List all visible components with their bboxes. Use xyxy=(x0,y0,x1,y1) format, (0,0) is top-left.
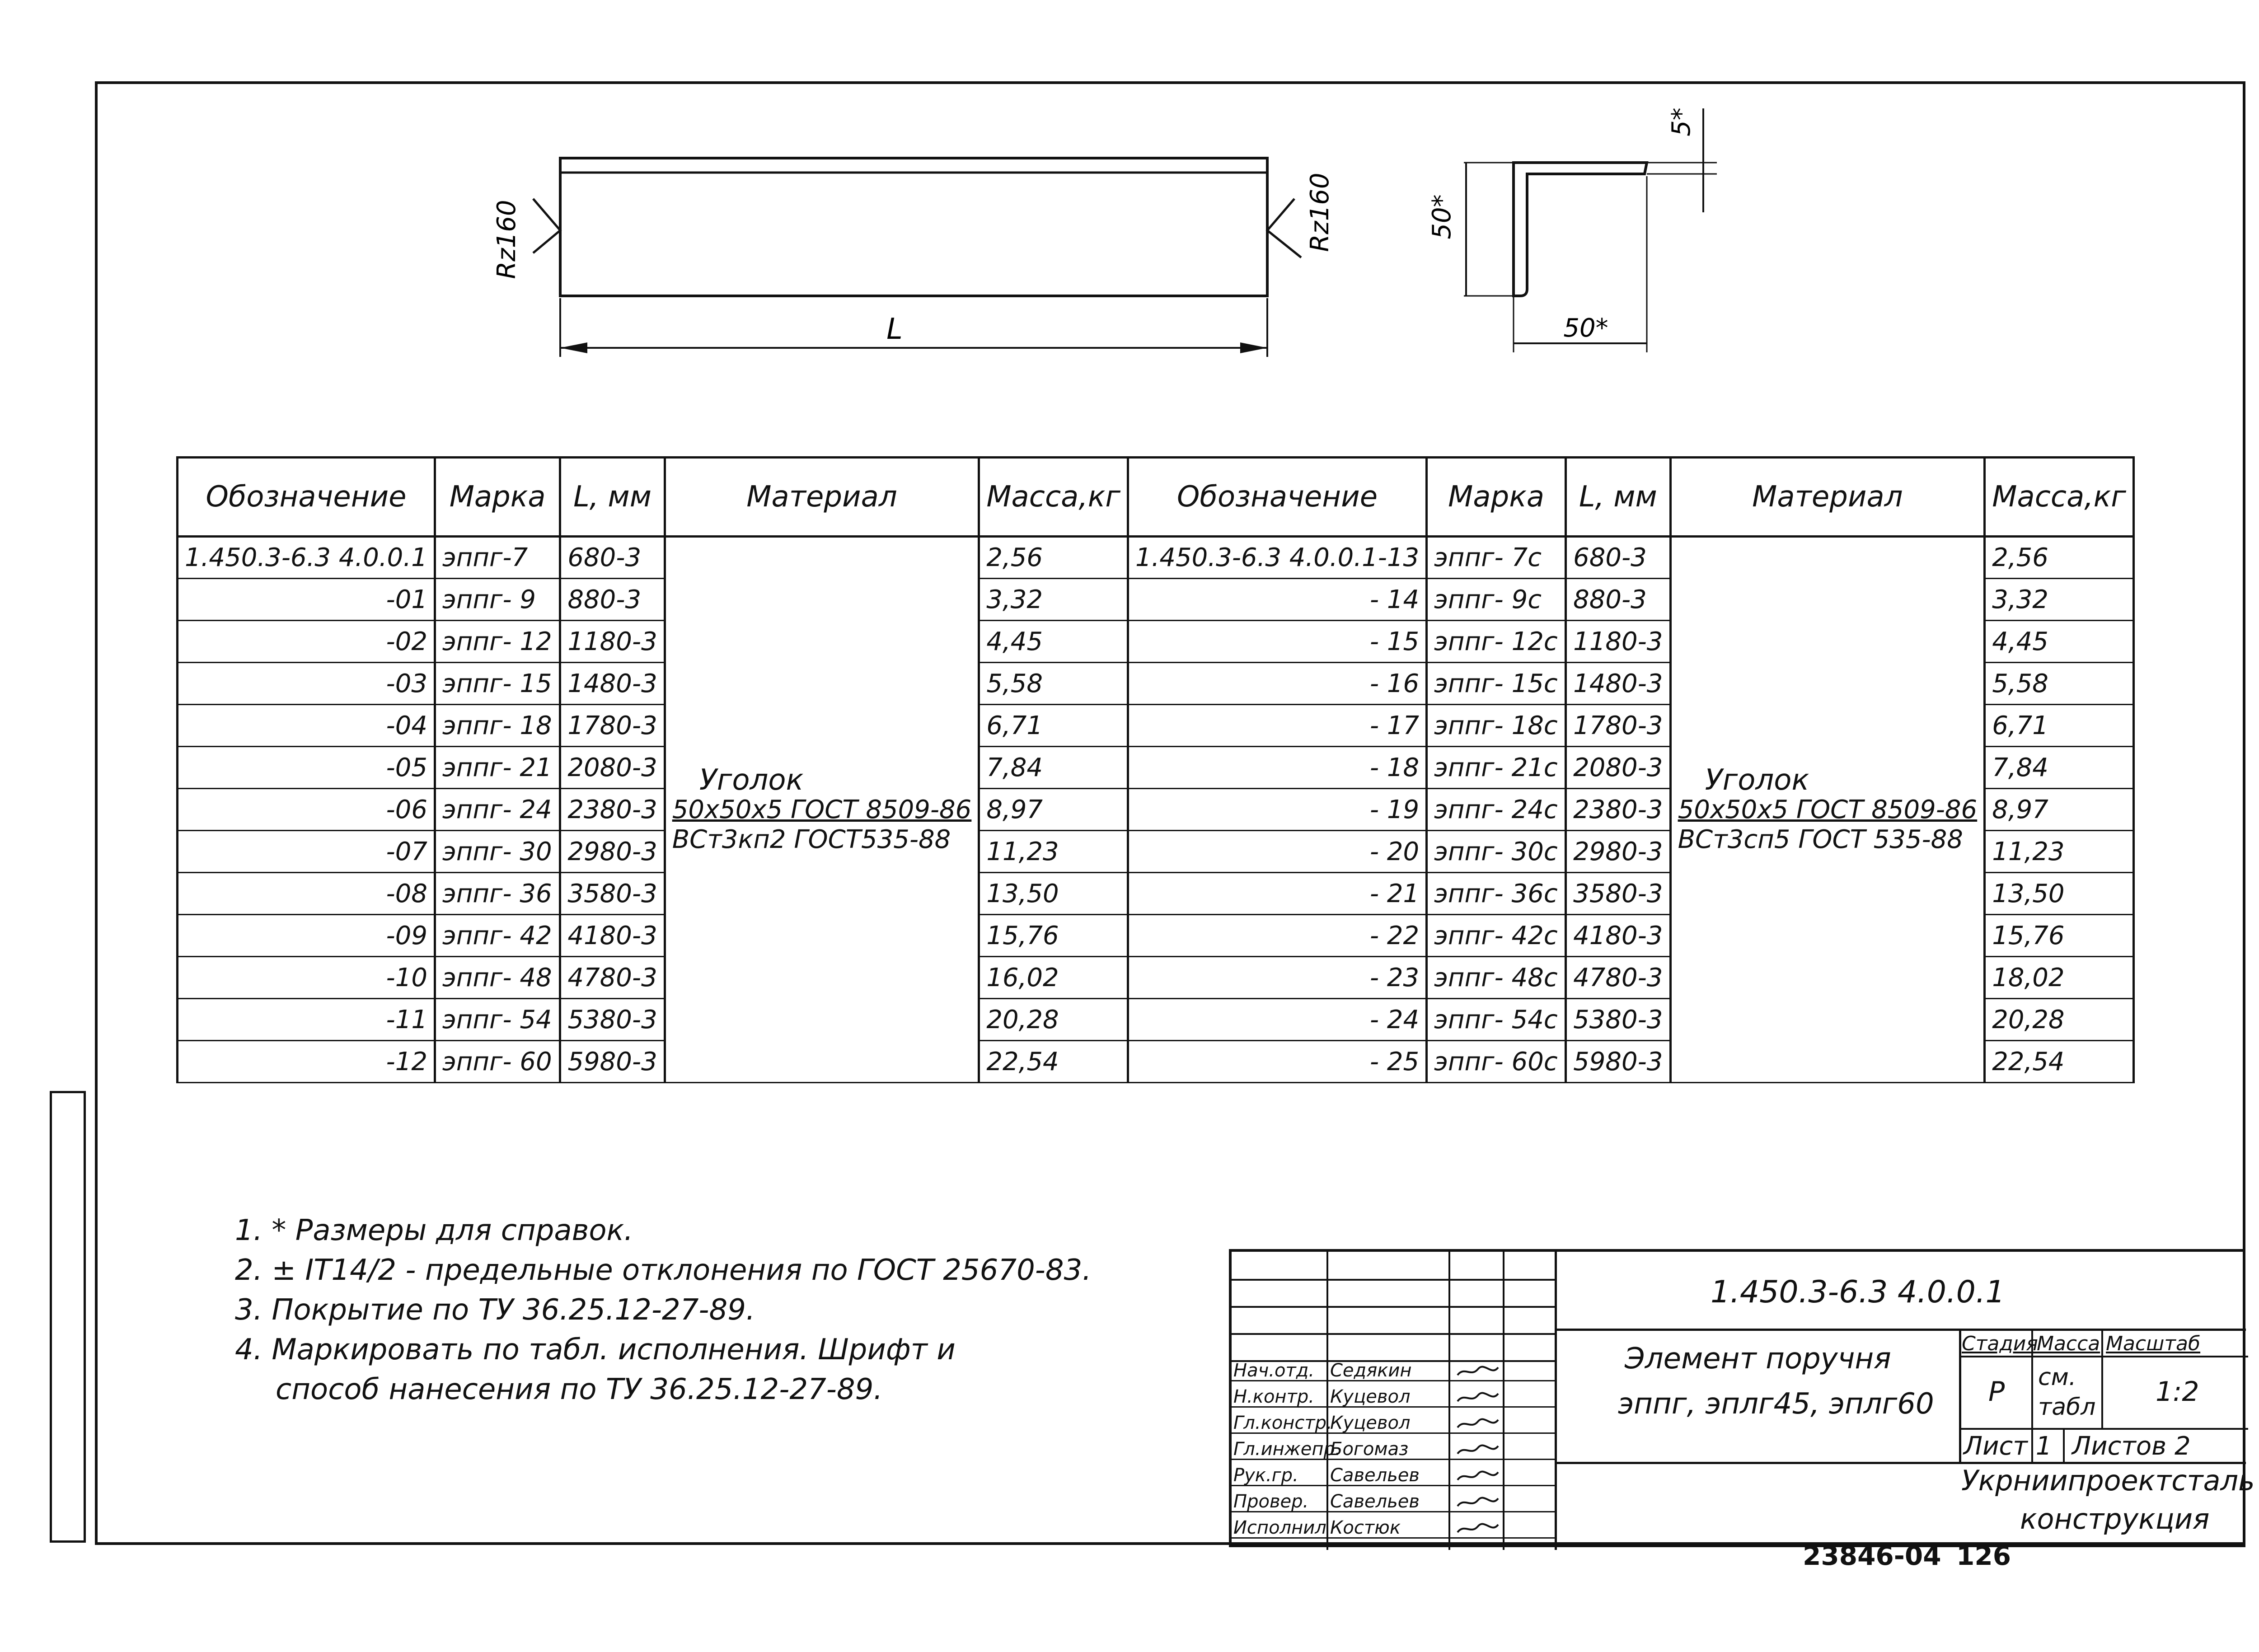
mark-cell: эппг- 48 xyxy=(435,957,560,999)
note-2: 2. ± IT14/2 - предельные отклонения по ГОСТ 25670-83. xyxy=(235,1254,1092,1287)
specification-table xyxy=(176,456,2135,1083)
mass-cell: 7,84 xyxy=(1985,747,2134,789)
length-cell: 2080-3 xyxy=(1566,747,1671,789)
title-block xyxy=(1229,1249,2255,1547)
note-4-cont: способ нанесения по ТУ 36.25.12-27-89. xyxy=(276,1373,883,1406)
note-4: 4. Маркировать по табл. исполнения. Шрифт и xyxy=(235,1333,956,1367)
mark-cell: эппг- 18с xyxy=(1427,705,1566,747)
length-cell: 3580-3 xyxy=(560,873,665,915)
mass-cell: 11,23 xyxy=(979,831,1128,873)
length-cell: 1480-3 xyxy=(560,663,665,705)
mass-cell: 13,50 xyxy=(1985,873,2134,915)
mass-cell: 4,45 xyxy=(979,621,1128,663)
footer-page: 126 xyxy=(1956,1540,2011,1571)
signature-mark xyxy=(1455,1441,1500,1462)
length-cell: 1180-3 xyxy=(1566,621,1671,663)
mark-cell: эппг- 60 xyxy=(435,1041,560,1083)
signer-row xyxy=(1232,1517,1555,1539)
mass-label: Масса xyxy=(2037,1332,2100,1355)
signer-role: Гл.инжепр. xyxy=(1233,1439,1341,1460)
signature-mark xyxy=(1455,1363,1500,1384)
length-cell: 5380-3 xyxy=(560,999,665,1041)
signer-row xyxy=(1232,1413,1555,1434)
signer-name: Богомаз xyxy=(1330,1439,1409,1460)
mass-cell: 22,54 xyxy=(979,1041,1128,1083)
mark-cell: эппг- 9с xyxy=(1427,579,1566,621)
mass-cell: 16,02 xyxy=(979,957,1128,999)
length-cell: 1480-3 xyxy=(1566,663,1671,705)
mass-cell: 5,58 xyxy=(979,663,1128,705)
signer-role: Нач.отд. xyxy=(1233,1360,1315,1381)
designation-cell: -09 xyxy=(178,915,435,957)
signer-role: Провер. xyxy=(1233,1491,1309,1512)
mass-cell: 15,76 xyxy=(979,915,1128,957)
mark-cell: эппг- 12 xyxy=(435,621,560,663)
mark-cell: эппг- 24 xyxy=(435,789,560,831)
designation-cell: - 20 xyxy=(1128,831,1426,873)
length-cell: 2980-3 xyxy=(1566,831,1671,873)
length-cell: 4780-3 xyxy=(560,957,665,999)
designation-cell: -04 xyxy=(178,705,435,747)
part-name-line1: Элемент поручня xyxy=(1625,1342,1891,1376)
roughness-mark-right xyxy=(1267,199,1301,257)
material-cell xyxy=(665,537,979,1083)
mark-cell: эппг- 15 xyxy=(435,663,560,705)
mass-cell: 3,32 xyxy=(979,579,1128,621)
signer-name: Седякин xyxy=(1330,1360,1412,1381)
length-cell: 4180-3 xyxy=(1566,915,1671,957)
signature-mark xyxy=(1455,1494,1500,1515)
signer-row xyxy=(1232,1360,1555,1381)
signer-name: Савельев xyxy=(1330,1491,1420,1512)
organization-line1: Укрниипроектсталь xyxy=(1961,1464,2255,1497)
designation-cell: - 16 xyxy=(1128,663,1426,705)
part-name-line2: эппг, эплг45, эплг60 xyxy=(1618,1387,1934,1421)
height-label: 50* xyxy=(1427,194,1457,239)
material-profile: 50х50х5 ГОСТ 8509-86 xyxy=(1678,795,1978,824)
mark-cell: эппг- 48с xyxy=(1427,957,1566,999)
designation-cell: - 21 xyxy=(1128,873,1426,915)
mass-cell: 8,97 xyxy=(1985,789,2134,831)
designation-cell: -10 xyxy=(178,957,435,999)
length-cell: 880-3 xyxy=(1566,579,1671,621)
signer-row xyxy=(1232,1491,1555,1512)
mass-cell: 2,56 xyxy=(979,537,1128,579)
designation-cell: - 24 xyxy=(1128,999,1426,1041)
mark-cell: эппг- 42 xyxy=(435,915,560,957)
designation-cell: -05 xyxy=(178,747,435,789)
designation-cell: - 14 xyxy=(1128,579,1426,621)
mass-cell: 7,84 xyxy=(979,747,1128,789)
header-designation: Обозначение xyxy=(178,458,435,537)
mass-cell: 20,28 xyxy=(979,999,1128,1041)
mark-cell: эппг- 21 xyxy=(435,747,560,789)
length-cell: 680-3 xyxy=(1566,537,1671,579)
mark-cell: эппг- 60с xyxy=(1427,1041,1566,1083)
material-title: Уголок xyxy=(699,763,804,797)
mass-cell: 3,32 xyxy=(1985,579,2134,621)
length-cell: 2380-3 xyxy=(560,789,665,831)
roughness-left-label: Rz160 xyxy=(492,200,521,279)
signer-name: Савельев xyxy=(1330,1465,1420,1486)
footer-code: 23846-04 xyxy=(1803,1540,1941,1571)
length-cell: 880-3 xyxy=(560,579,665,621)
mark-cell: эппг- 36с xyxy=(1427,873,1566,915)
mark-cell: эппг- 42с xyxy=(1427,915,1566,957)
notes xyxy=(235,1211,1092,1409)
designation-cell: - 22 xyxy=(1128,915,1426,957)
signer-name: Куцевол xyxy=(1330,1413,1411,1433)
mass-cell: 20,28 xyxy=(1985,999,2134,1041)
length-cell: 5380-3 xyxy=(1566,999,1671,1041)
mark-cell: эппг- 24с xyxy=(1427,789,1566,831)
designation-cell: -03 xyxy=(178,663,435,705)
mark-cell: эппг- 30 xyxy=(435,831,560,873)
table-header-row xyxy=(178,458,2134,537)
length-cell: 680-3 xyxy=(560,537,665,579)
header-length: L, мм xyxy=(560,458,665,537)
material-cell xyxy=(1670,537,1985,1083)
signer-role: Гл.констр. xyxy=(1233,1413,1332,1433)
doc-number: 1.450.3-6.3 4.0.0.1 xyxy=(1711,1274,2005,1310)
header-designation: Обозначение xyxy=(1128,458,1426,537)
sheet-count: Листов 2 xyxy=(2072,1432,2191,1461)
mark-cell: эппг- 21с xyxy=(1427,747,1566,789)
signer-name: Куцевол xyxy=(1330,1386,1411,1407)
length-cell: 1180-3 xyxy=(560,621,665,663)
signature-mark xyxy=(1455,1520,1500,1541)
length-cell: 1780-3 xyxy=(1566,705,1671,747)
material-profile: 50х50х5 ГОСТ 8509-86 xyxy=(672,795,972,824)
roughness-right-label: Rz160 xyxy=(1305,173,1335,252)
designation-cell: - 17 xyxy=(1128,705,1426,747)
mass-cell: 18,02 xyxy=(1985,957,2134,999)
length-label: L xyxy=(886,313,903,346)
designation-cell: -01 xyxy=(178,579,435,621)
mark-cell: эппг- 54 xyxy=(435,999,560,1041)
sheet-number: Лист 1 xyxy=(1964,1432,2052,1461)
mark-cell: эппг-7 xyxy=(435,537,560,579)
stage-value: Р xyxy=(1988,1376,2005,1408)
designation-cell: -11 xyxy=(178,999,435,1041)
mass-cell: 11,23 xyxy=(1985,831,2134,873)
note-3: 3. Покрытие по ТУ 36.25.12-27-89. xyxy=(235,1293,755,1327)
designation-cell: - 15 xyxy=(1128,621,1426,663)
mark-cell: эппг- 12с xyxy=(1427,621,1566,663)
mark-cell: эппг- 7с xyxy=(1427,537,1566,579)
mark-cell: эппг- 30с xyxy=(1427,831,1566,873)
material-grade: ВСт3сп5 ГОСТ 535-88 xyxy=(1678,824,1963,854)
signer-row xyxy=(1232,1439,1555,1460)
mass-cell: 15,76 xyxy=(1985,915,2134,957)
designation-cell: - 19 xyxy=(1128,789,1426,831)
designation-cell: 1.450.3-6.3 4.0.0.1 xyxy=(178,537,435,579)
signer-role: Исполнил xyxy=(1233,1517,1326,1538)
header-mark: Марка xyxy=(435,458,560,537)
mark-cell: эппг- 18 xyxy=(435,705,560,747)
mass-cell: 2,56 xyxy=(1985,537,2134,579)
designation-cell: -12 xyxy=(178,1041,435,1083)
length-cell: 2380-3 xyxy=(1566,789,1671,831)
designation-cell: - 23 xyxy=(1128,957,1426,999)
roughness-mark-left xyxy=(533,199,560,253)
header-mark: Марка xyxy=(1427,458,1566,537)
header-material: Материал xyxy=(665,458,979,537)
mass-cell: 8,97 xyxy=(979,789,1128,831)
header-length: L, мм xyxy=(1566,458,1671,537)
width-label: 50* xyxy=(1563,314,1608,343)
header-material: Материал xyxy=(1670,458,1985,537)
angle-side-view xyxy=(560,158,1267,296)
designation-cell: - 25 xyxy=(1128,1041,1426,1083)
length-cell: 1780-3 xyxy=(560,705,665,747)
length-cell: 4780-3 xyxy=(1566,957,1671,999)
signer-role: Н.контр. xyxy=(1233,1386,1314,1407)
designation-cell: - 18 xyxy=(1128,747,1426,789)
mass-cell: 6,71 xyxy=(979,705,1128,747)
header-mass: Масса,кг xyxy=(979,458,1128,537)
mark-cell: эппг- 36 xyxy=(435,873,560,915)
mass-cell: 5,58 xyxy=(1985,663,2134,705)
material-grade: ВСт3кп2 ГОСТ535-88 xyxy=(672,824,951,854)
mass-value: см. табл xyxy=(2038,1364,2096,1421)
designation-cell: 1.450.3-6.3 4.0.0.1-13 xyxy=(1128,537,1426,579)
length-cell: 3580-3 xyxy=(1566,873,1671,915)
length-cell: 4180-3 xyxy=(560,915,665,957)
scale-value: 1:2 xyxy=(2156,1376,2199,1408)
designation-cell: -07 xyxy=(178,831,435,873)
material-title: Уголок xyxy=(1705,763,1809,797)
header-mass: Масса,кг xyxy=(1985,458,2134,537)
mark-cell: эппг- 54с xyxy=(1427,999,1566,1041)
angle-section xyxy=(1514,163,1647,296)
signer-row xyxy=(1232,1465,1555,1486)
mark-cell: эппг- 9 xyxy=(435,579,560,621)
stage-label: Стадия xyxy=(1962,1332,2038,1355)
signature-mark xyxy=(1455,1468,1500,1488)
mass-cell: 22,54 xyxy=(1985,1041,2134,1083)
mass-cell: 13,50 xyxy=(979,873,1128,915)
thickness-label: 5* xyxy=(1667,108,1696,136)
mass-cell: 4,45 xyxy=(1985,621,2134,663)
signature-mark xyxy=(1455,1389,1500,1410)
designation-cell: -08 xyxy=(178,873,435,915)
signer-name: Костюк xyxy=(1330,1517,1401,1538)
scale-label: Масштаб xyxy=(2106,1332,2201,1355)
designation-cell: -02 xyxy=(178,621,435,663)
length-cell: 5980-3 xyxy=(1566,1041,1671,1083)
signer-row xyxy=(1232,1386,1555,1408)
signer-role: Рук.гр. xyxy=(1233,1465,1298,1486)
length-cell: 2980-3 xyxy=(560,831,665,873)
signature-mark xyxy=(1455,1415,1500,1436)
organization-line2: конструкция xyxy=(2020,1502,2210,1535)
table-row xyxy=(178,537,2134,579)
length-cell: 2080-3 xyxy=(560,747,665,789)
note-1: 1. * Размеры для справок. xyxy=(235,1214,633,1247)
length-cell: 5980-3 xyxy=(560,1041,665,1083)
mark-cell: эппг- 15с xyxy=(1427,663,1566,705)
mass-cell: 6,71 xyxy=(1985,705,2134,747)
designation-cell: -06 xyxy=(178,789,435,831)
